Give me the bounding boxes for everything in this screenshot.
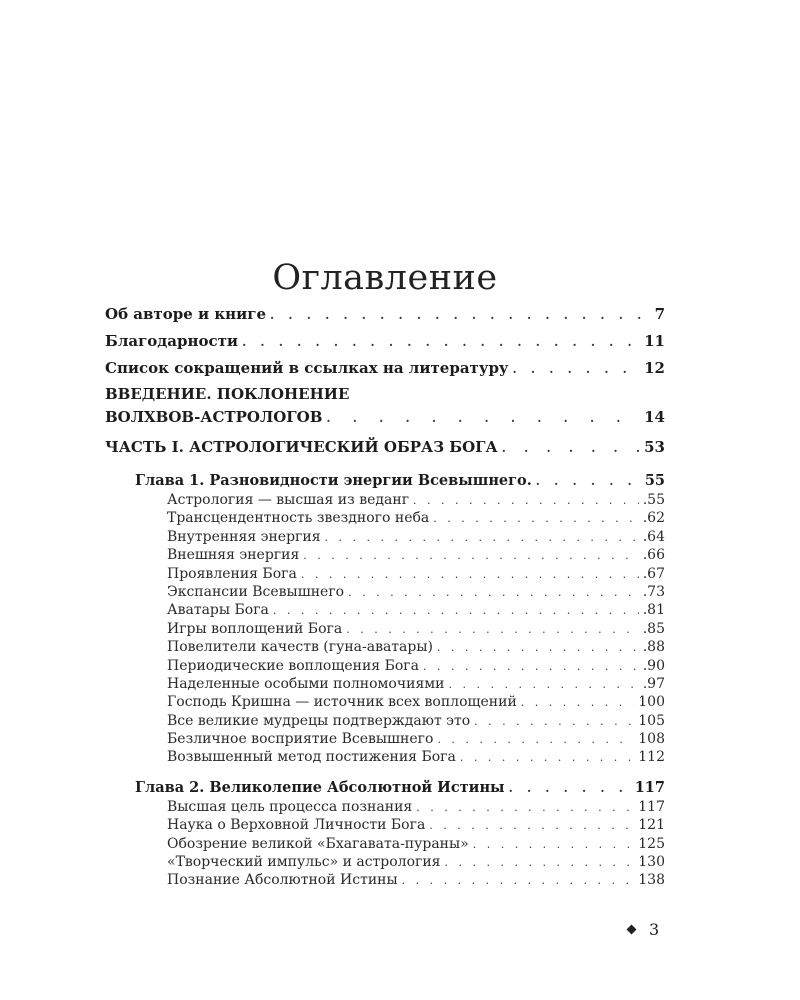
section-page: 100: [638, 694, 665, 711]
toc-section-item[interactable]: [167, 816, 665, 834]
section-label: Аватары Бога: [167, 602, 269, 619]
section-label: Повелители качеств (гуна-аватары): [167, 639, 433, 656]
dot-leader: [513, 356, 641, 382]
dot-leader: [445, 854, 635, 872]
toc-section-item[interactable]: [167, 835, 665, 853]
dot-leader: [402, 872, 635, 890]
toc-section-item[interactable]: [167, 730, 665, 748]
chapter-label: Глава 1. Разновидности энергии Всевышнего.: [135, 472, 532, 489]
section-label: Внешняя энергия: [167, 547, 300, 564]
section-page: .62: [642, 510, 665, 527]
toc-entry-introduction[interactable]: [105, 383, 665, 429]
toc-entry-label-line2: ВОЛХВОВ-АСТРОЛОГОВ: [105, 408, 323, 426]
section-label: «Творческий импульс» и астрология: [167, 854, 441, 871]
section-label: Игры воплощений Бога: [167, 620, 343, 637]
dot-leader: [474, 713, 634, 731]
toc-section-item[interactable]: [167, 693, 665, 711]
table-of-contents: [105, 300, 665, 890]
chapter-1-sections: [105, 491, 665, 767]
dot-leader: [273, 602, 639, 620]
section-page: 121: [638, 817, 665, 834]
toc-section-item[interactable]: [167, 871, 665, 889]
toc-entry-page: 7: [654, 305, 665, 323]
section-label: Наука о Верховной Личности Бога: [167, 817, 426, 834]
chapter-label: Глава 2. Великолепие Абсолютной Истины: [135, 778, 505, 796]
toc-section-item[interactable]: [167, 638, 665, 656]
section-label: Господь Кришна — источник всех воплощений: [167, 694, 517, 711]
dot-leader: [416, 799, 634, 817]
dot-leader: [460, 749, 634, 767]
dot-leader: [348, 584, 639, 602]
toc-section-item[interactable]: [167, 583, 665, 601]
section-page: .66: [642, 547, 665, 564]
dot-leader: [303, 547, 638, 565]
dot-leader: [413, 492, 639, 510]
dot-leader: [346, 621, 639, 639]
toc-section-item[interactable]: [167, 712, 665, 730]
toc-section-item[interactable]: [167, 491, 665, 509]
dot-leader: [242, 329, 640, 355]
dot-leader: [270, 302, 651, 328]
toc-entry-page: 53: [644, 438, 665, 456]
section-page: .90: [642, 657, 665, 674]
section-label: Периодические воплощения Бога: [167, 657, 419, 674]
toc-entry-page: 11: [644, 332, 665, 350]
section-label: Проявления Бога: [167, 565, 297, 582]
section-label: Высшая цель процесса познания: [167, 798, 413, 815]
section-page: .88: [642, 639, 665, 656]
section-label: Возвышенный метод постижения Бога: [167, 749, 456, 766]
toc-section-item[interactable]: [167, 546, 665, 564]
dot-leader: [429, 817, 634, 835]
dot-leader: [536, 471, 641, 491]
section-page: .97: [642, 675, 665, 692]
page-footer: [628, 920, 659, 939]
section-label: Внутренняя энергия: [167, 528, 321, 545]
section-page: .81: [642, 602, 665, 619]
dot-leader: [433, 510, 638, 528]
dot-leader: [473, 836, 635, 854]
section-page: .85: [642, 620, 665, 637]
dot-leader: [437, 639, 639, 657]
toc-entry-label: Благодарности: [105, 332, 239, 350]
section-page: .73: [642, 583, 665, 600]
toc-entry-label-line1: ВВЕДЕНИЕ. ПОКЛОНЕНИЕ: [105, 385, 350, 403]
toc-entry-abbreviations[interactable]: [105, 355, 665, 381]
toc-section-item[interactable]: [167, 509, 665, 527]
toc-section-item[interactable]: [167, 528, 665, 546]
section-label: Обозрение великой «Бхагавата-пураны»: [167, 835, 469, 852]
page-title: Оглавление: [272, 258, 498, 298]
toc-section-item[interactable]: [167, 657, 665, 675]
toc-section-item[interactable]: [167, 748, 665, 766]
section-label: Трансцендентность звездного неба: [167, 510, 430, 527]
toc-entry-about-author[interactable]: [105, 301, 665, 327]
page-number: 3: [649, 920, 660, 939]
dot-leader: [326, 407, 640, 429]
section-page: 108: [638, 731, 665, 748]
dot-leader: [437, 731, 634, 749]
dot-leader: [521, 694, 634, 712]
dot-leader: [301, 566, 639, 584]
section-label: Наделенные особыми полномочиями: [167, 675, 445, 692]
chapter-page: 55: [644, 472, 665, 489]
section-page: .67: [642, 565, 665, 582]
dot-leader: [423, 658, 639, 676]
section-page: 130: [638, 854, 665, 871]
section-page: 112: [638, 749, 665, 766]
toc-entry-label: Список сокращений в ссылках на литературу: [105, 359, 509, 377]
section-page: .64: [642, 528, 665, 545]
section-label: Астрология — высшая из веданг: [167, 492, 410, 508]
toc-entry-label: ЧАСТЬ I. АСТРОЛОГИЧЕСКИЙ ОБРАЗ БОГА: [105, 438, 498, 456]
diamond-icon: [627, 925, 637, 935]
section-page: 105: [638, 712, 665, 729]
toc-entry-page: 14: [644, 408, 665, 426]
dot-leader: [509, 778, 631, 798]
toc-chapter-1[interactable]: [135, 471, 665, 491]
toc-section-item[interactable]: [167, 565, 665, 583]
toc-entry-part1[interactable]: [105, 435, 665, 459]
section-label: Познание Абсолютной Истины: [167, 872, 398, 889]
toc-entry-acknowledgements[interactable]: [105, 328, 665, 354]
toc-section-item[interactable]: [167, 620, 665, 638]
dot-leader: [449, 676, 639, 694]
section-page: .55: [642, 492, 665, 508]
toc-chapter-2[interactable]: [135, 778, 665, 798]
toc-entry-label: Об авторе и книге: [105, 305, 267, 323]
chapter-2-sections: [105, 798, 665, 890]
section-label: Экспансии Всевышнего: [167, 583, 345, 600]
toc-section-item[interactable]: [167, 601, 665, 619]
dot-leader: [325, 529, 639, 547]
toc-section-item[interactable]: [167, 853, 665, 871]
section-label: Все великие мудрецы подтверждают это: [167, 712, 471, 729]
toc-section-item[interactable]: [167, 798, 665, 816]
section-label: Безличное восприятие Всевышнего: [167, 731, 434, 748]
section-page: 125: [638, 835, 665, 852]
toc-section-item[interactable]: [167, 675, 665, 693]
section-page: 117: [638, 798, 665, 815]
toc-entry-page: 12: [644, 359, 665, 377]
dot-leader: [502, 436, 640, 460]
chapter-page: 117: [634, 778, 665, 796]
section-page: 138: [638, 872, 665, 889]
